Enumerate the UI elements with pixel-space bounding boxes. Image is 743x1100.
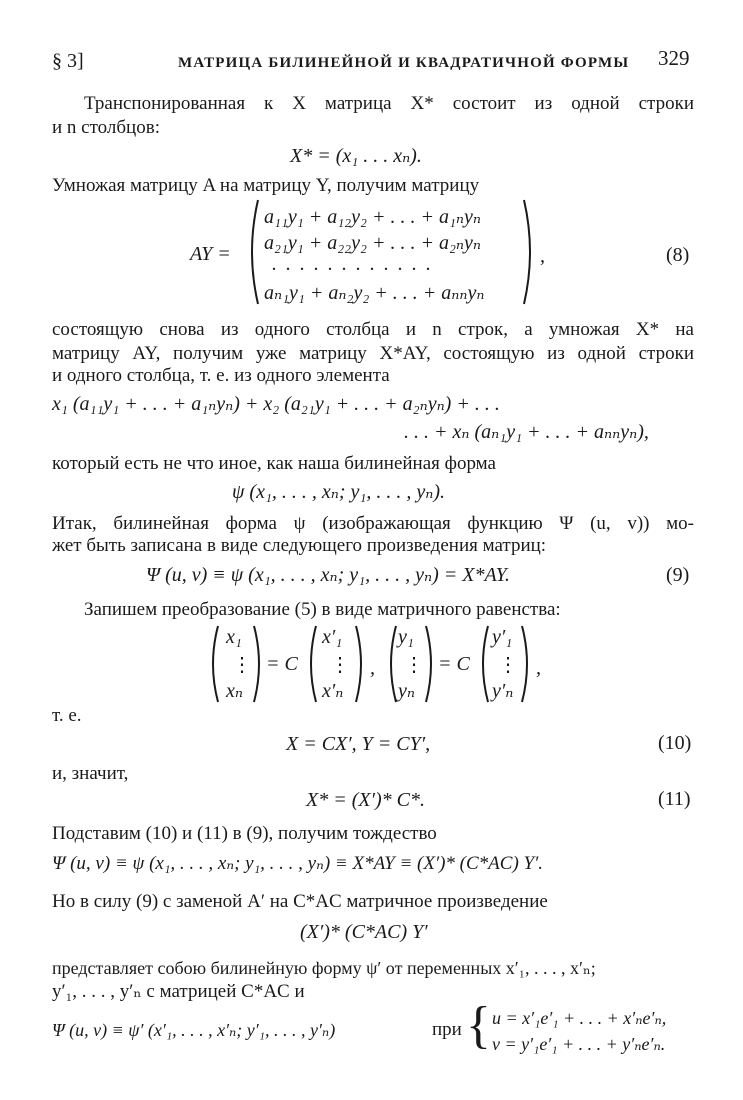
paragraph-line: который есть не что иное, как наша билинейная форма — [52, 453, 496, 474]
paragraph-line: Транспонированная к X матрица X* состоит из одной строки — [84, 93, 694, 114]
col-xp-right-paren — [354, 624, 368, 704]
formula-last-lhs: Ψ (u, v) ≡ ψ′ (x′₁, . . . , x′ₙ; y′₁, . . . , y′ₙ) — [52, 1020, 336, 1040]
paragraph-line: состоящую снова из одного столбца и n строк, а умножая X* на — [52, 319, 694, 340]
paragraph-line: и, значит, — [52, 763, 129, 784]
paragraph-line: Подставим (10) и (11) в (9), получим тождество — [52, 823, 437, 844]
formula-psi: ψ (x₁, . . . , xₙ; y₁, . . . , yₙ). — [232, 481, 446, 503]
col-x-cell: ⋮ — [232, 654, 252, 676]
matrix8-row: a₂₁y₁ + a₂₂y₂ + . . . + a₂ₙyₙ — [264, 232, 482, 254]
equals-c: = C — [438, 653, 470, 675]
running-head: МАТРИЦА БИЛИНЕЙНОЙ И КВАДРАТИЧНОЙ ФОРМЫ — [178, 55, 630, 71]
matrix8-right-paren — [522, 198, 538, 306]
paragraph-line: Умножая матрицу A на матрицу Y, получим матрицу — [52, 175, 480, 196]
system-brace: { — [466, 997, 491, 1054]
col-x-right-paren — [252, 624, 266, 704]
formula-element-line2: . . . + xₙ (aₙ₁y₁ + . . . + aₙₙyₙ), — [404, 421, 649, 443]
col-xp-cell: ⋮ — [330, 654, 350, 676]
section-marker: § 3] — [52, 50, 84, 72]
equation-number: (8) — [666, 244, 690, 266]
col-x-cell: xₙ — [226, 680, 243, 702]
paragraph-line: и одного столбца, т. е. из одного элемента — [52, 365, 390, 386]
matrix8-row: a₁₁y₁ + a₁₂y₂ + . . . + a₁ₙyₙ — [264, 206, 482, 228]
comma: , — [536, 657, 541, 679]
col-y-right-paren — [424, 624, 438, 704]
formula-11: X* = (X′)* C*. — [306, 789, 425, 811]
paragraph-line: представляет собою билинейную форму ψ′ от переменных x′₁, . . . , x′ₙ; — [52, 958, 596, 978]
col-yp-right-paren — [520, 624, 534, 704]
paragraph-line: y′₁, . . . , y′ₙ с матрицей C*AC и — [52, 981, 305, 1002]
equation-number: (9) — [666, 564, 690, 586]
formula-v: v = y′₁e′₁ + . . . + y′ₙe′ₙ. — [492, 1034, 666, 1054]
col-xp-cell: x′₁ — [322, 626, 343, 648]
matrix8-row: . . . . . . . . . . . . — [272, 253, 433, 275]
word-pri: при — [432, 1019, 462, 1040]
equals-c: = C — [266, 653, 298, 675]
paragraph-line: и n столбцов: — [52, 117, 160, 138]
matrix8-left-paren — [244, 198, 260, 306]
paragraph-line: т. е. — [52, 705, 82, 726]
formula-xstar: X* = (x₁ . . . xₙ). — [290, 145, 422, 167]
col-yp-cell: y′₁ — [492, 626, 513, 648]
paragraph-line: жет быть записана в виде следующего произведения матриц: — [52, 535, 547, 556]
paragraph-line: матрицу AY, получим уже матрицу X*AY, состоящую из одной строки — [52, 343, 694, 364]
formula-u: u = x′₁e′₁ + . . . + x′ₙe′ₙ, — [492, 1008, 667, 1028]
col-yp-cell: ⋮ — [498, 654, 518, 676]
formula-9: Ψ (u, v) ≡ ψ (x₁, . . . , xₙ; y₁, . . . , yₙ) = X*AY. — [146, 564, 510, 586]
col-x-left-paren — [206, 624, 220, 704]
paragraph-line: Запишем преобразование (5) в виде матричного равенства: — [84, 599, 561, 620]
col-x-cell: x₁ — [226, 626, 242, 648]
formula-10: X = CX′, Y = CY′, — [286, 733, 431, 755]
col-y-cell: y₁ — [398, 626, 414, 648]
formula-product: (X′)* (C*AC) Y′ — [300, 921, 428, 943]
equation-number: (11) — [658, 788, 691, 810]
col-y-cell: yₙ — [398, 680, 415, 702]
formula-identity: Ψ (u, v) ≡ ψ (x₁, . . . , xₙ; y₁, . . . , yₙ) ≡ X*AY ≡ (X′)* (C*AC) Y′. — [52, 853, 544, 874]
col-y-left-paren — [384, 624, 398, 704]
page-number: 329 — [658, 46, 690, 70]
col-yp-cell: y′ₙ — [492, 680, 514, 702]
col-xp-cell: x′ₙ — [322, 680, 344, 702]
matrix8-lhs: AY = — [190, 243, 231, 265]
paragraph-line: Но в силу (9) с заменой A′ на C*AC матричное произведение — [52, 891, 548, 912]
comma: , — [370, 657, 375, 679]
paragraph-line: Итак, билинейная форма ψ (изображающая функцию Ψ (u, v)) мо- — [52, 513, 694, 534]
equation-number: (10) — [658, 732, 692, 754]
col-xp-left-paren — [304, 624, 318, 704]
matrix8-row: aₙ₁y₁ + aₙ₂y₂ + . . . + aₙₙyₙ — [264, 282, 485, 304]
col-y-cell: ⋮ — [404, 654, 424, 676]
matrix8-comma: , — [540, 245, 545, 267]
formula-element-line1: x₁ (a₁₁y₁ + . . . + a₁ₙyₙ) + x₂ (a₂₁y₁ + . . . + a₂ₙyₙ) + . . . — [52, 393, 500, 415]
col-yp-left-paren — [476, 624, 490, 704]
